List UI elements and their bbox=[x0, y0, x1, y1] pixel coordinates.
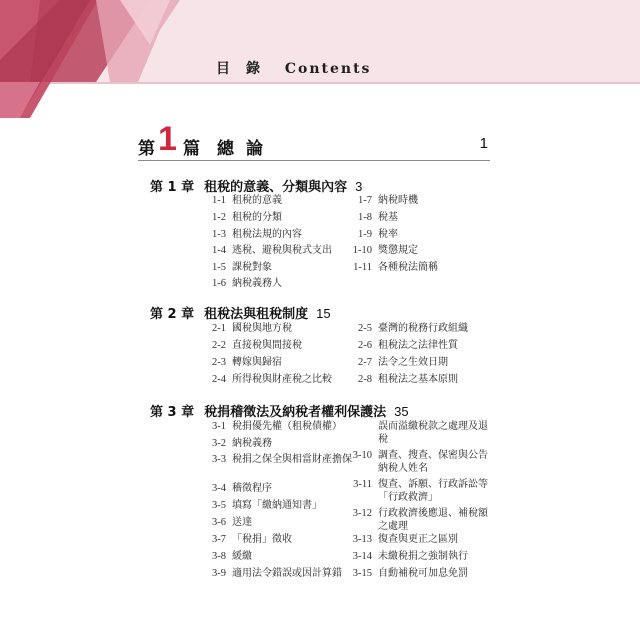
part-number: 1 bbox=[158, 120, 177, 158]
title-chinese: 目錄 bbox=[216, 61, 276, 77]
entry-title: 誤而溢繳稅款之處理及退稅 bbox=[378, 421, 488, 445]
entry-title: 填寫「繳納通知書」 bbox=[232, 500, 322, 511]
entry-number: 1-10 bbox=[352, 245, 372, 256]
part-heading[interactable] bbox=[138, 122, 490, 162]
entry-title: 納稅義務 bbox=[232, 438, 272, 449]
entry-number: 2-6 bbox=[358, 340, 372, 351]
entry-title: 租稅的分類 bbox=[232, 212, 282, 223]
chapter-page: 35 bbox=[394, 404, 409, 419]
entry-title: 租稅法之法律性質 bbox=[378, 340, 458, 351]
entry-title: 復查與更正之區別 bbox=[378, 534, 458, 545]
chapter-page: 3 bbox=[355, 179, 363, 194]
chapter-name: 租稅法與租稅制度 bbox=[204, 307, 309, 322]
entry-title: 稽徵程序 bbox=[232, 483, 272, 494]
entry-title: 直接稅與間接稅 bbox=[232, 340, 302, 351]
entry-number: 2-7 bbox=[358, 357, 372, 368]
entry-title: 臺灣的稅務行政組織 bbox=[378, 323, 468, 334]
chapter-1-title[interactable] bbox=[150, 176, 362, 195]
entry-number: 1-7 bbox=[358, 195, 372, 206]
entry-number: 3-14 bbox=[352, 551, 372, 562]
entry-title: 稅捐之保全與相當財產擔保 bbox=[232, 454, 352, 465]
entry-number: 3-15 bbox=[352, 568, 372, 579]
entry-number: 1-4 bbox=[212, 245, 226, 256]
entry-number: 1-6 bbox=[212, 278, 226, 289]
entry-title: 所得稅與財產稅之比較 bbox=[232, 374, 332, 385]
chapter-label: 第 3 章 bbox=[150, 405, 195, 420]
entry-number: 2-5 bbox=[358, 323, 372, 334]
part-divider bbox=[138, 160, 490, 161]
entry-title: 獎懲規定 bbox=[378, 245, 418, 256]
entry-title: 各種稅法簡稱 bbox=[378, 262, 438, 273]
entry-number: 1-11 bbox=[353, 262, 372, 273]
entry-title: 轉嫁與歸宿 bbox=[232, 357, 282, 368]
entry-title: 緩繳 bbox=[232, 551, 252, 562]
entry-title: 納稅時機 bbox=[378, 195, 418, 206]
entry-title: 逃稅、避稅與稅式支出 bbox=[232, 245, 332, 256]
entry-number: 2-8 bbox=[358, 374, 372, 385]
chapter-name: 稅捐稽徵法及納稅者權利保護法 bbox=[204, 405, 387, 420]
chapter-label: 第 1 章 bbox=[150, 180, 195, 195]
entry-number: 3-6 bbox=[212, 517, 226, 528]
entry-number: 2-1 bbox=[212, 323, 226, 334]
entry-title: 送達 bbox=[232, 517, 252, 528]
title-english: Contents bbox=[284, 61, 372, 77]
entry-number: 2-4 bbox=[212, 374, 226, 385]
entry-number: 1-2 bbox=[212, 212, 226, 223]
entry-title: 「稅捐」徵收 bbox=[232, 534, 292, 545]
entry-title: 稅捐優先權（租稅債權） bbox=[232, 421, 342, 432]
page-title bbox=[216, 58, 371, 78]
entry-number: 2-3 bbox=[212, 357, 226, 368]
entry-number: 2-2 bbox=[212, 340, 226, 351]
chapter-label: 第 2 章 bbox=[150, 307, 195, 322]
entry-number: 3-2 bbox=[212, 438, 226, 449]
entry-title: 自動補稅可加息免罰 bbox=[378, 568, 468, 579]
entry-number: 3-13 bbox=[352, 534, 372, 545]
part-suffix: 篇 bbox=[183, 139, 200, 159]
entry-number: 3-10 bbox=[352, 450, 372, 461]
entry-title: 租稅法規的內容 bbox=[232, 229, 302, 240]
chapter-page: 15 bbox=[316, 306, 331, 321]
part-title: 總論 bbox=[217, 139, 275, 159]
entry-number: 1-5 bbox=[212, 262, 226, 273]
corner-decoration bbox=[0, 0, 180, 118]
entry-number: 3-1 bbox=[212, 421, 226, 432]
entry-title: 課稅對象 bbox=[232, 262, 272, 273]
chapter-2-title[interactable] bbox=[150, 303, 331, 322]
entry-title: 行政救濟後應退、補稅額之處理 bbox=[378, 508, 488, 532]
entry-title: 租稅法之基本原則 bbox=[378, 374, 458, 385]
entry-title: 適用法令錯誤或因計算錯 bbox=[232, 568, 342, 579]
part-prefix: 第 bbox=[138, 139, 155, 159]
entry-title: 調查、搜查、保密與公告納稅人姓名 bbox=[378, 450, 488, 474]
entry-title: 法令之生效日期 bbox=[378, 357, 448, 368]
chapter-3-title[interactable] bbox=[150, 401, 409, 420]
entry-title: 國稅與地方稅 bbox=[232, 323, 292, 334]
entry-title: 租稅的意義 bbox=[232, 195, 282, 206]
entry-title: 納稅義務人 bbox=[232, 278, 282, 289]
entry-number: 3-3 bbox=[212, 454, 226, 465]
entry-number: 1-1 bbox=[212, 195, 226, 206]
part-page-number: 1 bbox=[479, 135, 488, 152]
entry-number: 1-3 bbox=[212, 229, 226, 240]
entry-number: 3-4 bbox=[212, 483, 226, 494]
entry-title: 稅率 bbox=[378, 229, 398, 240]
entry-number: 3-8 bbox=[212, 551, 226, 562]
entry-title: 未繳稅捐之強制執行 bbox=[378, 551, 468, 562]
entry-title: 復查、訴願、行政訴訟等「行政救濟」 bbox=[378, 479, 488, 503]
entry-number: 1-9 bbox=[358, 229, 372, 240]
entry-number: 3-9 bbox=[212, 568, 226, 579]
entry-number: 3-5 bbox=[212, 500, 226, 511]
entry-number: 1-8 bbox=[358, 212, 372, 223]
entry-number: 3-11 bbox=[353, 479, 372, 490]
entry-number: 3-12 bbox=[352, 508, 372, 519]
entry-title: 稅基 bbox=[378, 212, 398, 223]
entry-number: 3-7 bbox=[212, 534, 226, 545]
chapter-name: 租稅的意義、分類與內容 bbox=[204, 180, 348, 195]
